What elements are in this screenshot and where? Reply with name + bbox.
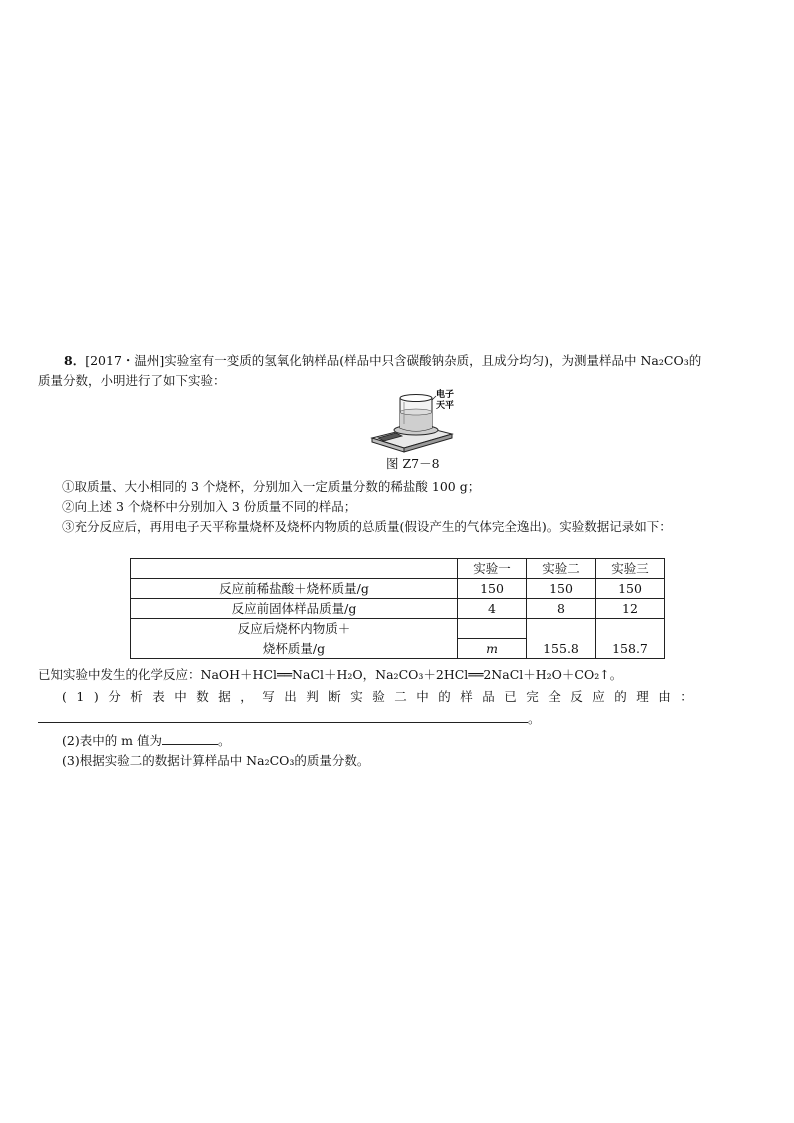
table-row xyxy=(131,579,665,599)
sub-question-2-prefix: (2)表中的 m 值为 xyxy=(62,733,163,748)
reaction-text: 已知实验中发生的化学反应：NaOH＋HCl══NaCl＋H₂O，Na₂CO₃＋2HCl══2NaCl＋H₂O＋CO₂↑。 xyxy=(38,667,623,682)
sub-question-2 xyxy=(62,732,782,750)
question-line-1 xyxy=(38,352,758,370)
table-cell xyxy=(458,619,527,639)
table-header-cell xyxy=(131,559,458,579)
table-cell: 反应后烧杯内物质＋ xyxy=(131,619,458,639)
sub-question-1: (1)分析表中数据，写出判断实验二中的样品已完全反应的理由： xyxy=(62,689,703,704)
step-1: ①取质量、大小相同的 3 个烧杯，分别加入一定质量分数的稀盐酸 100 g； xyxy=(62,479,481,494)
table-cell: 150 xyxy=(527,579,596,599)
question-line-2: 质量分数，小明进行了如下实验： xyxy=(38,373,226,388)
table-cell: 反应前稀盐酸＋烧杯质量/g xyxy=(131,579,458,599)
table-cell: 158.7 xyxy=(596,639,665,659)
step-3: ③充分反应后，再用电子天平称量烧杯及烧杯内物质的总质量(假设产生的气体完全逸出)。实验数据记录如下： xyxy=(62,519,672,534)
table-cell: 150 xyxy=(458,579,527,599)
step-2: ②向上述 3 个烧杯中分别加入 3 份质量不同的样品； xyxy=(62,499,357,514)
answer-blank[interactable] xyxy=(162,732,218,745)
balance-label-2: 天平 xyxy=(436,401,455,411)
table-header-cell: 实验二 xyxy=(527,559,596,579)
table-cell: 150 xyxy=(596,579,665,599)
electronic-balance-icon xyxy=(366,388,456,454)
table-row xyxy=(131,619,665,639)
table-cell: 8 xyxy=(527,599,596,619)
sub-question-2-suffix: 。 xyxy=(218,733,231,748)
question-number: 8． xyxy=(64,353,86,368)
balance-label-1: 电子 xyxy=(436,390,455,400)
sub-question-1-answer-line xyxy=(38,710,758,728)
sub-question-1-end: 。 xyxy=(528,711,541,726)
table-cell xyxy=(596,619,665,639)
table-cell: 烧杯质量/g xyxy=(131,639,458,659)
table-cell: 155.8 xyxy=(527,639,596,659)
table-cell: 4 xyxy=(458,599,527,619)
beaker-icon xyxy=(400,395,432,432)
answer-blank[interactable] xyxy=(38,710,528,723)
question-text-1: [2017・温州]实验室有一变质的氢氧化钠样品(样品中只含碳酸钠杂质，且成分均匀)，为测量样品中 Na₂CO₃的 xyxy=(85,353,702,368)
table-cell xyxy=(527,619,596,639)
sub-question-3: (3)根据实验二的数据计算样品中 Na₂CO₃的质量分数。 xyxy=(62,753,370,768)
table-cell: 12 xyxy=(596,599,665,619)
table-cell: 反应前固体样品质量/g xyxy=(131,599,458,619)
table-header-row xyxy=(131,559,665,579)
figure-caption: 图 Z7－8 xyxy=(386,456,440,471)
data-table xyxy=(130,558,665,659)
table-header-cell: 实验一 xyxy=(458,559,527,579)
table-header-cell: 实验三 xyxy=(596,559,665,579)
table-cell: m xyxy=(458,639,527,659)
table-row xyxy=(131,599,665,619)
table-row xyxy=(131,639,665,659)
